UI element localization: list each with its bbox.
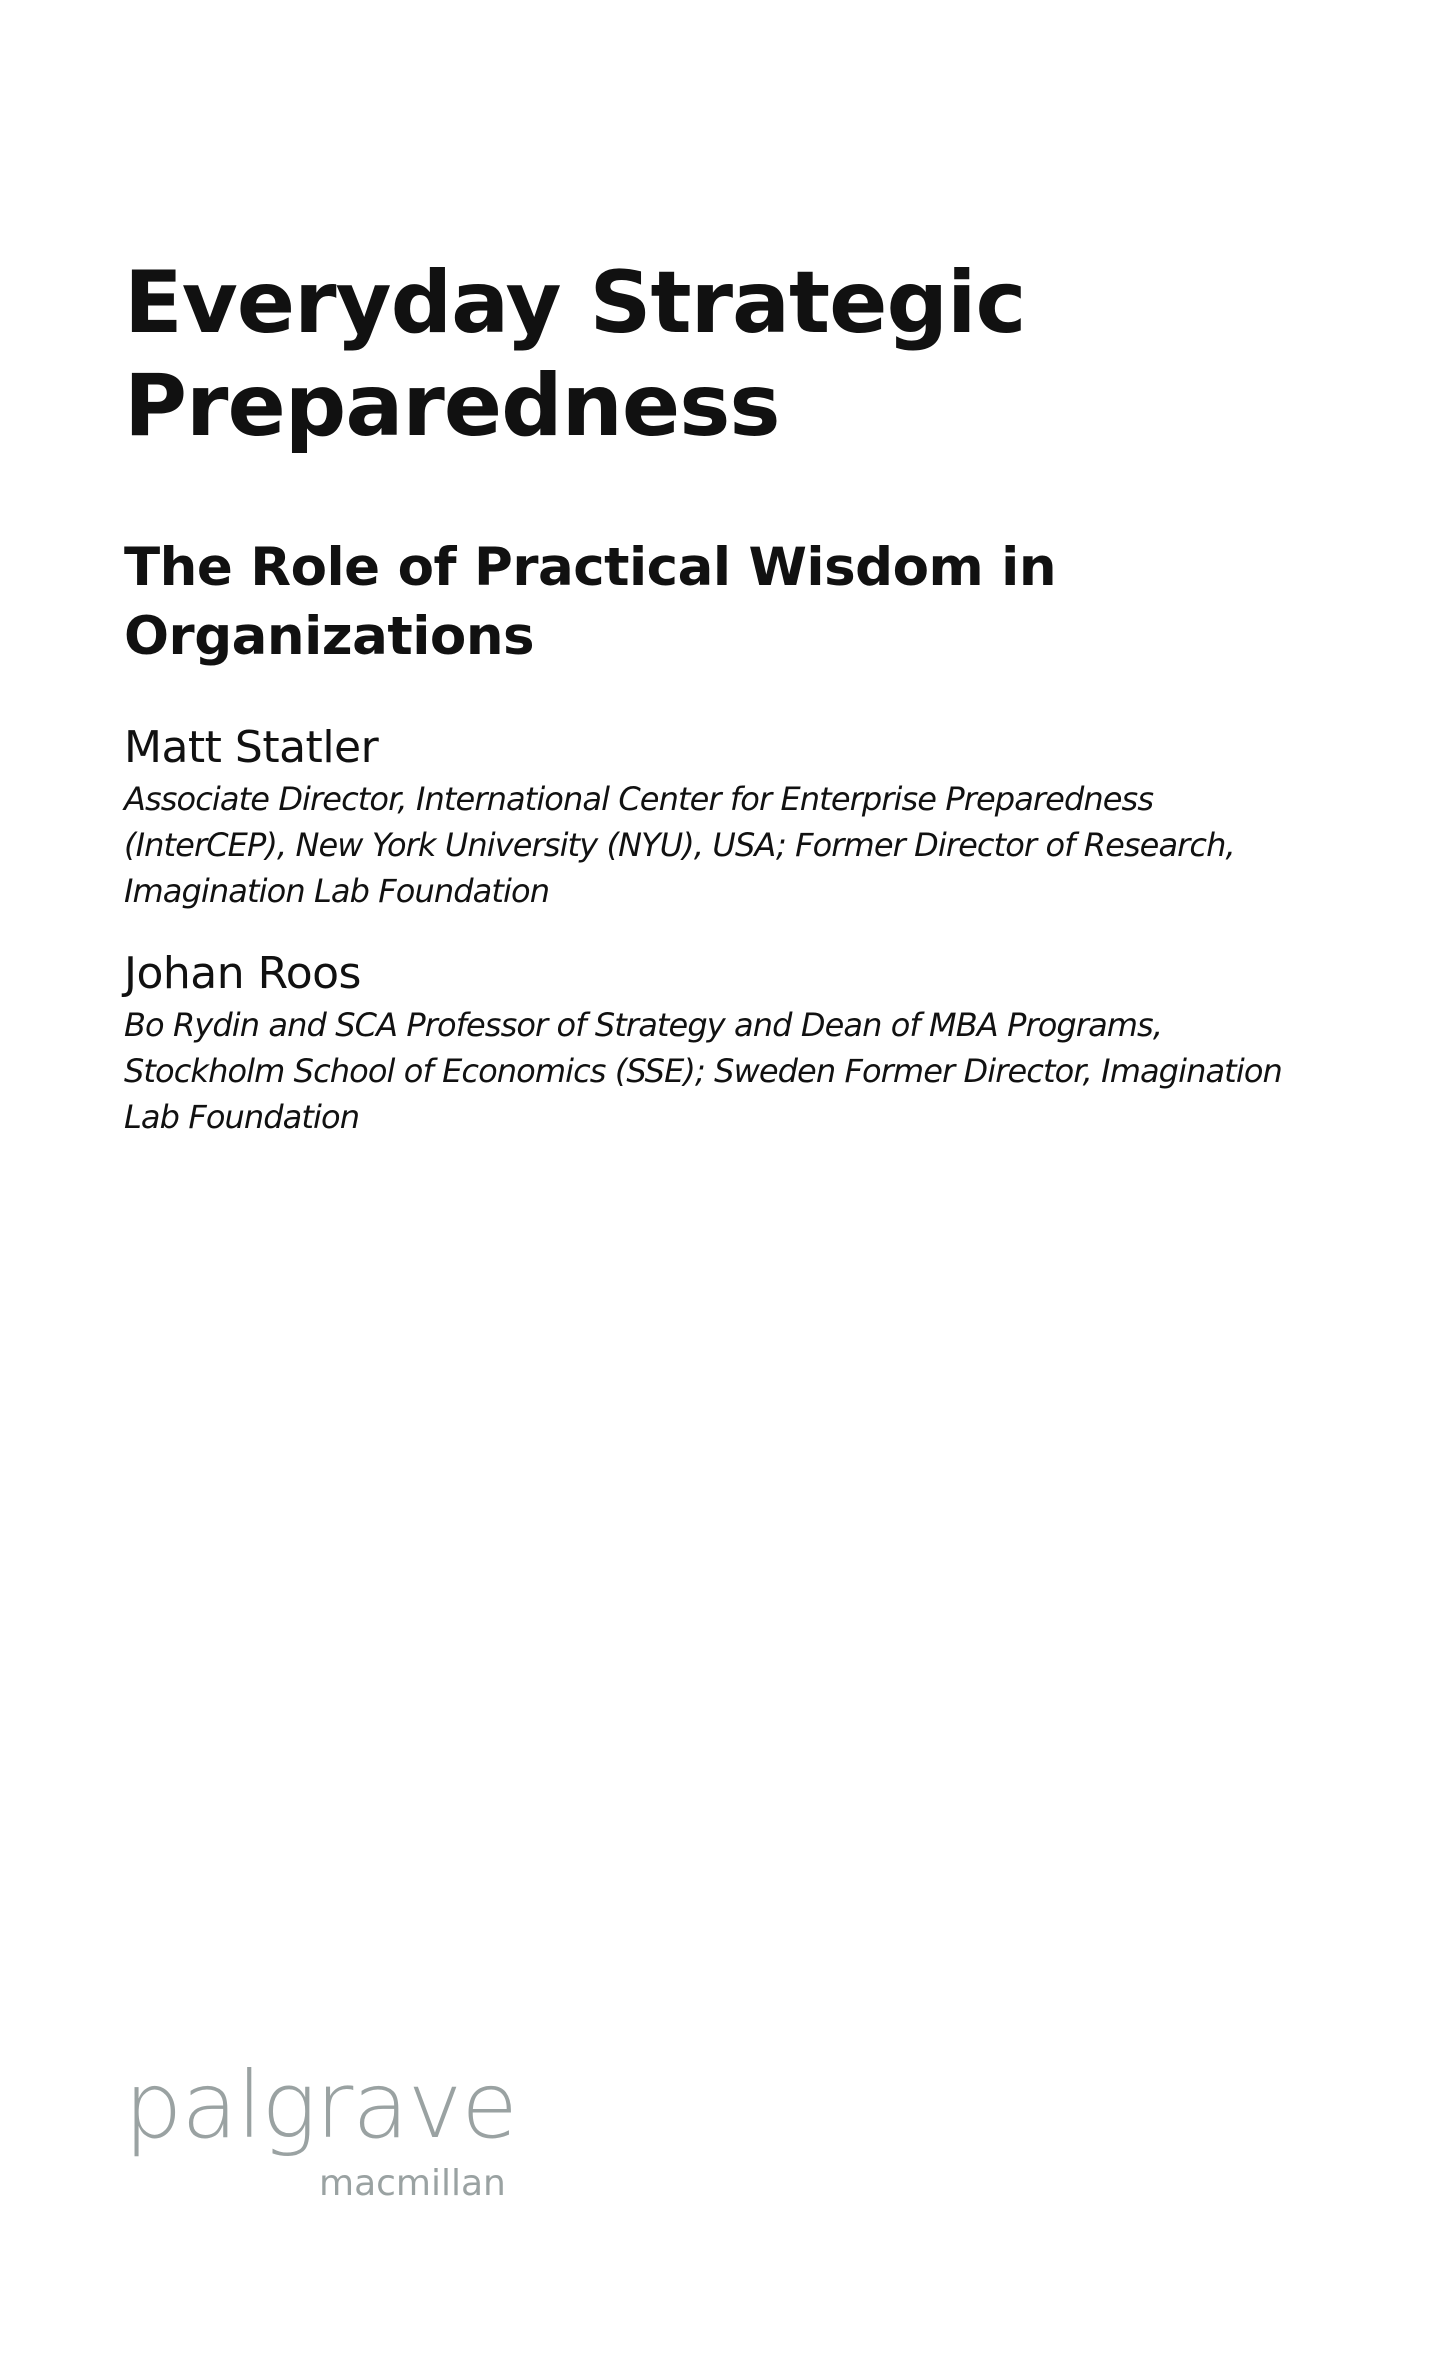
publisher-logo-subtext: macmillan <box>319 2163 506 2204</box>
publisher-logo <box>124 2052 544 2206</box>
author-affiliation: Associate Director, International Center for Enterprise Preparedness (InterCEP), New York University (NYU), USA; Former Director of Research, Imagination Lab Foundation <box>124 780 1235 910</box>
publisher-logo-wordmark: palgrave <box>124 2052 517 2159</box>
author-name: Johan Roos <box>124 948 361 999</box>
author-block-roos <box>124 946 1284 1140</box>
book-title: Everyday Strategic Preparedness <box>124 253 1026 456</box>
book-subtitle: The Role of Practical Wisdom in Organizations <box>124 537 1057 667</box>
author-affiliation: Bo Rydin and SCA Professor of Strategy and Dean of MBA Programs, Stockholm School of Economics (SSE); Sweden Former Director, Imagination Lab Foundation <box>124 1006 1282 1136</box>
author-name: Matt Statler <box>124 722 379 773</box>
author-block-statler <box>124 720 1284 914</box>
